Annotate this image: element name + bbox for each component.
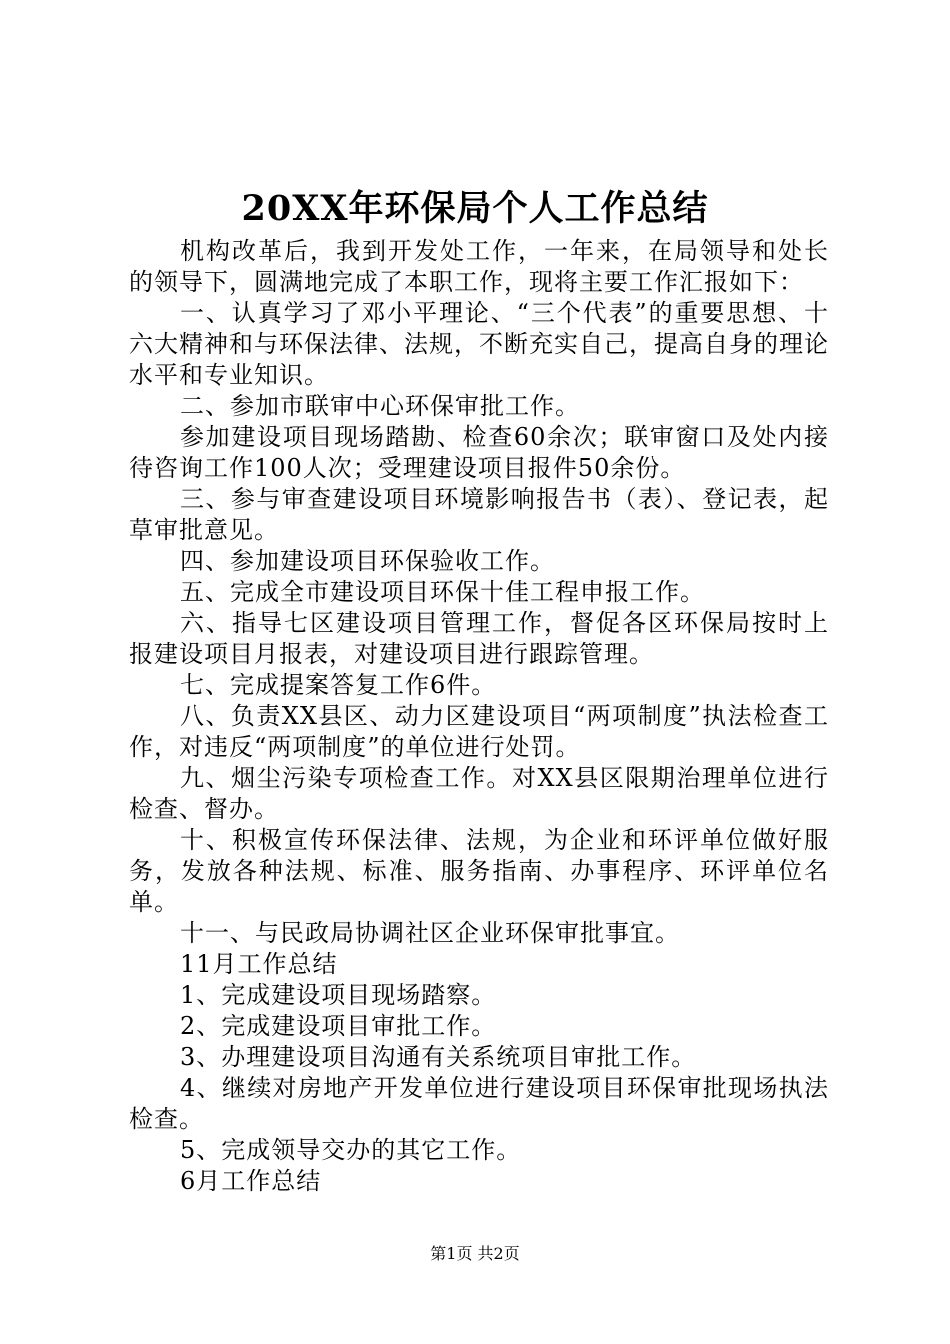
page-footer: 第1页 共2页 [430, 1244, 520, 1263]
paragraph: 七、完成提案答复工作6件。 [180, 671, 497, 699]
document-body [129, 236, 829, 1197]
list-item: 2、完成建设项目审批工作。 [180, 1012, 497, 1040]
paragraph: 四、参加建设项目环保验收工作。 [180, 547, 555, 575]
paragraph: 十、积极宣传环保法律、法规，为企业和环评单位做好服务，发放各种法规、标准、服务指南、办事程序、环评单位名单。 [129, 826, 829, 916]
paragraph: 参加建设项目现场踏勘、检查60余次；联审窗口及处内接待咨询工作100人次；受理建设项目报件50余份。 [129, 423, 829, 482]
paragraph: 三、参与审查建设项目环境影响报告书（表）、登记表，起草审批意见。 [129, 485, 829, 544]
paragraph: 九、烟尘污染专项检查工作。对XX县区限期治理单位进行检查、督办。 [129, 764, 829, 823]
paragraph: 机构改革后，我到开发处工作，一年来，在局领导和处长的领导下，圆满地完成了本职工作，现将主要工作汇报如下： [129, 237, 829, 296]
paragraph: 六、指导七区建设项目管理工作，督促各区环保局按时上报建设项目月报表，对建设项目进行跟踪管理。 [129, 609, 829, 668]
document-title: 20XX年环保局个人工作总结 [241, 188, 709, 229]
paragraph: 五、完成全市建设项目环保十佳工程申报工作。 [180, 578, 705, 606]
section-heading: 11月工作总结 [180, 950, 338, 978]
paragraph: 八、负责XX县区、动力区建设项目“两项制度”执法检查工作，对违反“两项制度”的单位进行处罚。 [129, 702, 829, 761]
section-heading: 6月工作总结 [180, 1167, 322, 1195]
list-item: 4、继续对房地产开发单位进行建设项目环保审批现场执法检查。 [129, 1074, 829, 1133]
paragraph: 一、认真学习了邓小平理论、“三个代表”的重要思想、十六大精神和与环保法律、法规，不断充实自己，提高自身的理论水平和专业知识。 [129, 299, 829, 389]
paragraph: 十一、与民政局协调社区企业环保审批事宜。 [180, 919, 680, 947]
list-item: 1、完成建设项目现场踏察。 [180, 981, 497, 1009]
list-item: 3、办理建设项目沟通有关系统项目审批工作。 [180, 1043, 697, 1071]
paragraph: 二、参加市联审中心环保审批工作。 [180, 392, 580, 420]
list-item: 5、完成领导交办的其它工作。 [180, 1136, 522, 1164]
